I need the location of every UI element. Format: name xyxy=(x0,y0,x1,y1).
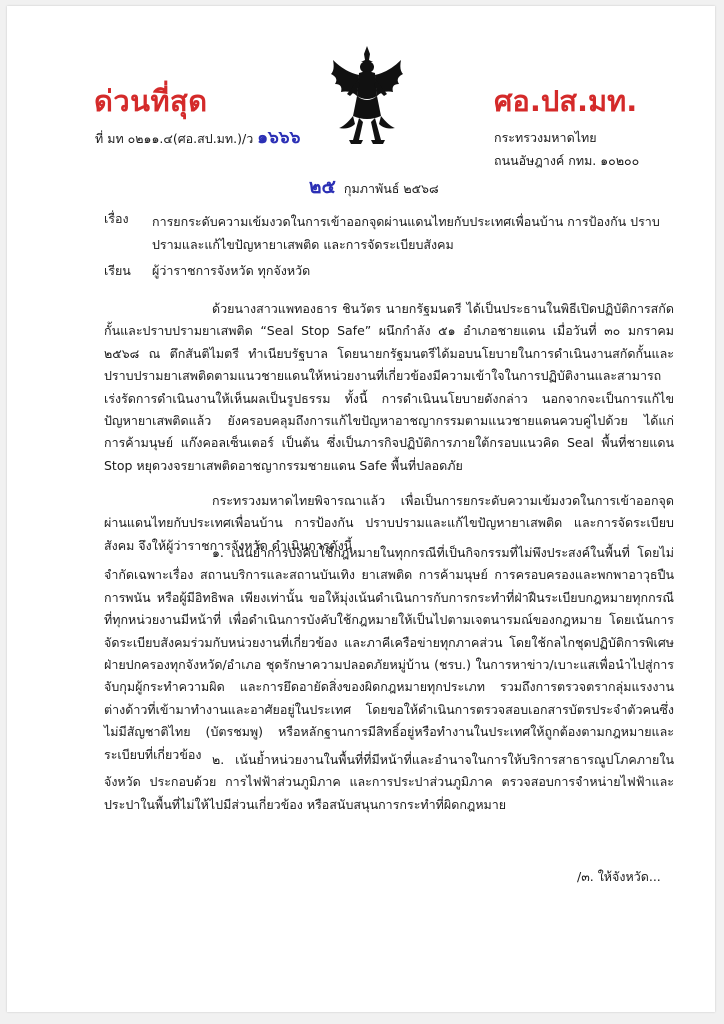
recipient-text: ผู้ว่าราชการจังหวัด ทุกจังหวัด xyxy=(152,263,311,278)
page-continuation: /๓. ให้จังหวัด... xyxy=(577,869,661,884)
office-code: ศอ.ปส.มท. xyxy=(494,84,638,118)
ministry-address: ถนนอัษฎางค์ กทม. ๑๐๒๐๐ xyxy=(494,153,640,168)
body-paragraph-1: ด้วยนางสาวแพทองธาร ชินวัตร นายกรัฐมนตรี ได้เป็นประธานในพิธีเปิดปฏิบัติการสกัดกั้นและปราบปรามยาเสพติด “Seal Stop Safe” ผนึกกำลัง ๕๑ อำเภอชายแดน เมื่อวันที่ ๓๐ มกราคม ๒๕๖๘ ณ ตึกสันติไมตรี ทำเนียบรัฐบาล โดยนายกรัฐมนตรีได้มอบนโยบายในการดำเนินงานสกัดกั้นและปราบปรามยาเสพติดตามแนวชายแดนให้หน่วยงานที่เกี่ยวข้องมีความเข้าใจในการปฏิบัติงานและสามารถเร่งรัดการดำเนินงานให้เห็นผลเป็นรูปธรรม ทั้งนี้ การดำเนินนโยบายดังกล่าว นอกจากจะเป็นการแก้ไขปัญหายาเสพติดแล้ว ยังครอบคลุมถึงการแก้ไขปัญหาอาชญากรรมตามแนวชายแดนควบคู่ไปด้วย ได้แก่ การค้ามนุษย์ แก๊งคอลเซ็นเตอร์ เป็นต้น ซึ่งเป็นภารกิจปฏิบัติการภายใต้กรอบแนวคิด Seal พื้นที่ชายแดน Stop หยุดวงจรยาเสพติดอาชญากรรมชายแดน Safe พื้นที่ปลอดภัย xyxy=(104,301,674,473)
document-number-prefix: ที่ มท ๐๒๑๑.๔(ศอ.สป.มท.)/ว xyxy=(95,131,254,146)
urgency-stamp: ด่วนที่สุด xyxy=(94,84,208,118)
date-month-year: กุมภาพันธ์ ๒๕๖๘ xyxy=(343,181,439,196)
document-number xyxy=(95,129,300,148)
subject-label: เรื่อง xyxy=(104,211,129,226)
subject-text: การยกระดับความเข้มงวดในการเข้าออกจุดผ่านแดนไทยกับประเทศเพื่อนบ้าน การป้องกัน ปราบปรามและแก้ไขปัญหายาเสพติด และการจัดระเบียบสังคม xyxy=(152,214,660,252)
garuda-emblem-icon xyxy=(325,44,409,150)
date-day-handwritten: ๒๕ xyxy=(309,176,336,198)
document-number-handwritten: ๑๖๖๖ xyxy=(257,128,301,148)
instruction-item-1: ๑. เน้นย้ำการบังคับใช้กฎหมายในทุกกรณีที่เป็นกิจกรรมที่ไม่พึงประสงค์ในพื้นที่ โดยไม่จำกัดเฉพาะเรื่อง สถานบริการและสถานบันเทิง ยาเสพติด การค้ามนุษย์ การครอบครองและพกพาอาวุธปืน การพนัน หรือผู้มีอิทธิพล เพียงเท่านั้น ขอให้มุ่งเน้นดำเนินการกับการกระทำที่ฝ่าฝืนระเบียบกฎหมายทุกกรณีที่ทุกหน่วยงานมีหน้าที่ เพื่อดำเนินการบังคับใช้กฎหมายให้เป็นไปตามเจตนารมณ์ของกฎหมาย โดยเน้นการจัดระเบียบสังคมร่วมกับหน่วยงานที่เกี่ยวข้อง และภาคีเครือข่ายทุกภาคส่วน โดยใช้กลไกชุดปฏิบัติการพิเศษฝ่ายปกครองทุกจังหวัด/อำเภอ ชุดรักษาความปลอดภัยหมู่บ้าน (ชรบ.) ในการหาข่าว/เบาะแสเพื่อนำไปสู่การจับกุมผู้กระทำความผิด และการยึดอายัดสิ่งของผิดกฎหมายทุกประเภท รวมถึงการตรวจตรากลุ่มแรงงานต่างด้าวที่เข้ามาทำงานและอาศัยอยู่ในประเทศ โดยขอให้ดำเนินการตรวจสอบเอกสารบัตรประจำตัวคนซึ่งไม่มีสัญชาติไทย (บัตรชมพู) หรือหลักฐานการมีสิทธิ์อยู่หรือทำงานในประเทศให้ถูกต้องตามกฎหมายและระเบียบที่เกี่ยวข้อง xyxy=(104,545,674,762)
document-date xyxy=(309,178,439,198)
recipient-label: เรียน xyxy=(104,263,131,278)
body-paragraph-2: กระทรวงมหาดไทยพิจารณาแล้ว เพื่อเป็นการยกระดับความเข้มงวดในการเข้าออกจุดผ่านแดนไทยกับประเทศเพื่อนบ้าน การป้องกัน ปราบปรามและแก้ไขปัญหายาเสพติด และการจัดระเบียบสังคม จึงให้ผู้ว่าราชการจังหวัด ดำเนินการดังนี้ xyxy=(104,493,674,553)
ministry-name: กระทรวงมหาดไทย xyxy=(494,130,597,145)
document-page xyxy=(7,6,715,1012)
instruction-item-2: ๒. เน้นย้ำหน่วยงานในพื้นที่ที่มีหน้าที่และอำนาจในการให้บริการสาธารณูปโภคภายในจังหวัด ประกอบด้วย การไฟฟ้าส่วนภูมิภาค และการประปาส่วนภูมิภาค ตรวจสอบการจำหน่ายไฟฟ้าและประปาในพื้นที่ไม่ให้ไปมีส่วนเกี่ยวข้อง หรือสนับสนุนการกระทำที่ผิดกฎหมาย xyxy=(104,752,674,812)
